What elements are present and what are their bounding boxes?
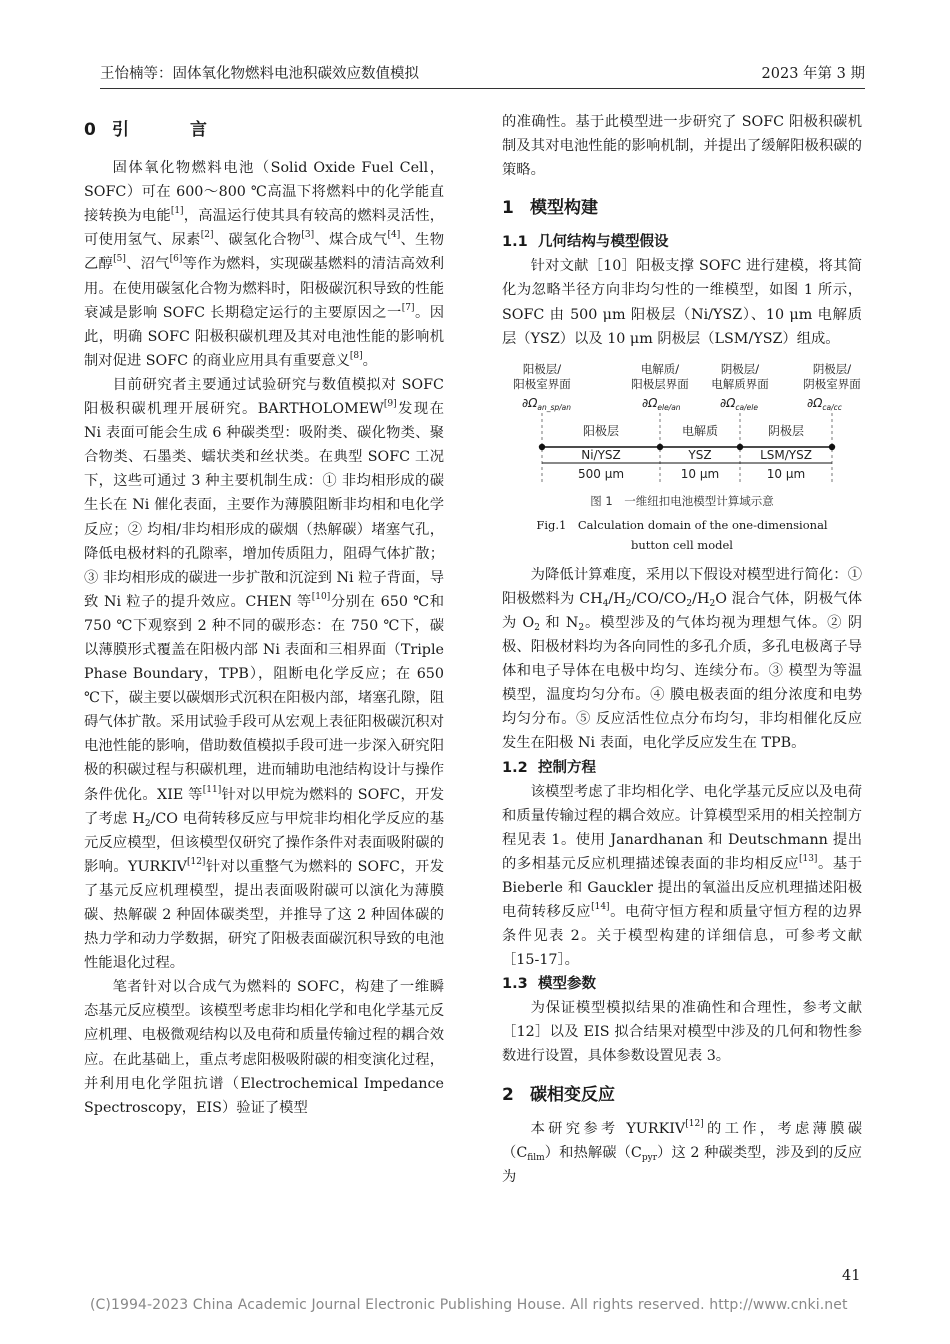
label-anode-elec-1: 电解质/ (640, 361, 680, 376)
layer-name-anode: 阳极层 (582, 423, 620, 438)
boundary-node (657, 444, 663, 450)
figure-caption-en-2: button cell model (631, 537, 733, 552)
copyright-footer: (C)1994-2023 China Academic Journal Electronic Publishing House. All rights reserved. http://www.cnki.net (90, 1297, 848, 1313)
boundary-node (737, 444, 743, 450)
paragraph: 该模型考虑了非均相化学、电化学基元反应以及电荷和质量传输过程的耦合效应。计算模型采用的相关控制方程见表 1。使用 Janardhanan 和 Deutschmann 提出的多相基元反应机理描述镍表面的非均相反应[13]。基于 Bieberle 和 Gauckler 提出的氧溢出反应机理描述阳极电荷转移反应[14]。电荷守恒方程和质量守恒方程的边界条件见表 2。关于模型构建的详细信息，可参考文献［15-17］。 (502, 783, 863, 969)
label-anode-chamber-1: 阳极层/ (522, 361, 562, 376)
svg-text:∂Ωan_sp/an (522, 396, 571, 412)
paragraph: 笔者针对以合成气为燃料的 SOFC，构建了一维瞬态基元反应模型。该模型考虑非均相化学和电化学基元反应机理、电极微观结构以及电荷和质量传输过程的耦合效应。在此基础上，重点考虑阳极吸附碳的相变演化过程，并利用电化学阻抗谱（Electrochemical Impedance Spectroscopy，EIS）验证了模型 (84, 979, 444, 1116)
header-rule (100, 88, 865, 89)
section-heading-intro: 0 引 言 (84, 120, 229, 140)
paragraph: 本研究参考 YURKIV[12]的工作，考虑薄膜碳$(C_{film})$和热解碳$(C_{pyr})$这 2 种碳类型，涉及到的反应为 (502, 1118, 863, 1185)
paragraph: 为保证模型模拟结果的准确性和合理性，参考文献［12］以及 EIS 拟合结果对模型中涉及的几何和物性参数进行设置，具体参数设置见表 3。 (502, 1000, 862, 1065)
section-heading-model: 1 模型构建 (502, 198, 598, 219)
label-cathode-chamber-2: 阴极室界面 (803, 376, 861, 391)
omega-4: ∂Ω (807, 395, 823, 410)
omega-2-sub: ele/an (657, 402, 681, 412)
figure-caption-cn: 图 1 一维纽扣电池模型计算域示意 (590, 493, 774, 508)
paragraph: 固体氧化物燃料电池（Solid Oxide Fuel Cell，SOFC）可在 600～800 ℃高温下将燃料中的化学能直接转换为电能[1]，高温运行使其具有较高的燃料灵活性，可使用氢气、尿素[2]、碳氢化合物[3]、煤合成气[4]、生物乙醇[5]、沼气[6]等作为燃料，实现碳基燃料的清洁高效利用。在使用碳氢化合物为燃料时，阳极碳沉积导致的性能衰减是影响 SOFC 长期稳定运行的主要原因之一[7]。因此，明确 SOFC 阳极积碳机理及其对电池性能的影响机制对促进 SOFC 的商业应用具有重要意义[8]。 (84, 160, 445, 369)
left-column (84, 110, 444, 1120)
paragraph: 的准确性。基于此模型进一步研究了 SOFC 阳极积碳机制及其对电池性能的影响机制，并提出了缓解阳极积碳的策略。 (502, 114, 862, 179)
boundary-node (829, 444, 835, 450)
omega-1: ∂Ω (522, 395, 538, 410)
boundary-node (539, 444, 545, 450)
running-header-title: 王怡楠等：固体氧化物燃料电池积碳效应数值模拟 (100, 66, 419, 82)
domain-diagram (502, 355, 862, 517)
label-cathode-elec-2: 电解质界面 (711, 376, 769, 391)
figure-caption-en-1: Fig.1 Calculation domain of the one-dimensional (536, 517, 828, 532)
paragraph: 为降低计算难度，采用以下假设对模型进行简化：① 阳极燃料为 $CH_4/H_2/CO/CO_2/H_2O$ 混合气体，阴极气体为 $O_2$ 和 $N_2$。模型涉及的气体均视为理想气体。② 阴极、阳极材料均为各向同性的多孔介质，多孔电极离子导体和电子导体在电极中均匀、连续分布。③ 模型为等温模型，温度均匀分布。④ 膜电极表面的组分浓度和电势均匀分布。⑤ 反应活性位点分布均匀，非均相催化反应发生在阳极 Ni 表面，电化学反应发生在 TPB。 (502, 566, 862, 752)
page-number: 41 (842, 1268, 861, 1284)
subsection-heading-parameters: 1.3 模型参数 (502, 976, 596, 993)
section-heading-carbon: 2 碳相变反应 (502, 1084, 615, 1105)
svg-text:∂Ωca/cc (807, 396, 843, 412)
layer-name-cathode: 阴极层 (767, 423, 805, 438)
layer-material-anode: Ni/YSZ (581, 447, 621, 462)
paragraph: 目前研究者主要通过试验研究与数值模拟对 SOFC 阳极积碳机理开展研究。BARTHOLOMEW[9]发现在 Ni 表面可能会生成 6 种碳类型：吸附类、碳化物类、聚合物类、石墨类、蠕状类和丝状类。在典型 SOFC 工况下，这些可通过 3 种主要机制生成：① 非均相形成的碳生长在 Ni 催化表面，主要作为薄膜阻断非均相和电化学反应；② 均相/非均相形成的碳烟（热解碳）堵塞气孔，降低电极材料的孔隙率，增加传质阻力，阻碍气体扩散；③ 非均相形成的碳进一步扩散和沉淀到 Ni 粒子背面，导致 Ni 粒子的提升效应。CHEN 等[10]分别在 650 ℃和 750 ℃下观察到 2 种不同的碳形态：在 750 ℃下，碳以薄膜形式覆盖在阳极内部 Ni 表面和三相界面（Triple Phase Boundary，TPB），阻断电化学反应；在 650 ℃下，碳主要以碳烟形式沉积在阳极内部，堵塞孔隙，阻碍气体扩散。采用试验手段可从宏观上表征阳极碳沉积对电池性能的影响，借助数值模拟手段可进一步深入研究阳极的积碳过程与积碳机理，进而辅助电池结构设计与操作条件优化。XIE 等[11]针对以甲烷为燃料的 SOFC，开发了考虑 $H_2/CO$ 电荷转移反应与甲烷非均相化学反应的基元反应模型，但该模型仅研究了操作条件对表面吸附碳的影响。YURKIV[12]针对以重整气为燃料的 SOFC，开发了基元反应机理模型，提出表面吸附碳可以演化为薄膜碳、热解碳 2 种固体碳类型，并推导了这 2 种固体碳的热力学和动力学数据，研究了阳极表面碳沉积导致的电池性能退化过程。 (84, 376, 444, 972)
omega-1-sub: an_sp/an (537, 402, 572, 412)
layer-thickness-electrolyte: 10 μm (680, 466, 720, 481)
label-anode-chamber-2: 阳极室界面 (513, 376, 571, 391)
label-anode-elec-2: 阳极层界面 (631, 376, 689, 391)
layer-material-cathode: LSM/YSZ (760, 447, 812, 462)
running-header-issue: 2023 年第 3 期 (761, 66, 865, 82)
paragraph: 针对文献［10］阳极支撑 SOFC 进行建模，将其简化为忽略半径方向非均匀性的一维模型，如图 1 所示，SOFC 由 500 μm 阳极层（Ni/YSZ）、10 μm 电解质层（YSZ）以及 10 μm 阴极层（LSM/YSZ）组成。 (502, 258, 862, 347)
label-cathode-elec-1: 阴极层/ (720, 361, 760, 376)
subsection-heading-geometry: 1.1 几何结构与模型假设 (502, 234, 669, 251)
omega-3: ∂Ω (720, 395, 736, 410)
right-column (502, 110, 862, 1189)
omega-3-sub: ca/ele (735, 402, 758, 412)
svg-text:∂Ωca/ele (720, 396, 758, 412)
layer-name-electrolyte: 电解质 (681, 423, 719, 438)
omega-2: ∂Ω (642, 395, 658, 410)
layer-thickness-cathode: 10 μm (766, 466, 806, 481)
figure-1 (502, 355, 862, 517)
omega-4-sub: ca/cc (822, 402, 842, 412)
layer-material-electrolyte: YSZ (688, 447, 712, 462)
svg-text:∂Ωele/an (642, 396, 681, 412)
subsection-heading-equations: 1.2 控制方程 (502, 759, 596, 776)
layer-thickness-anode: 500 μm (577, 466, 625, 481)
label-cathode-chamber-1: 阴极层/ (812, 361, 852, 376)
